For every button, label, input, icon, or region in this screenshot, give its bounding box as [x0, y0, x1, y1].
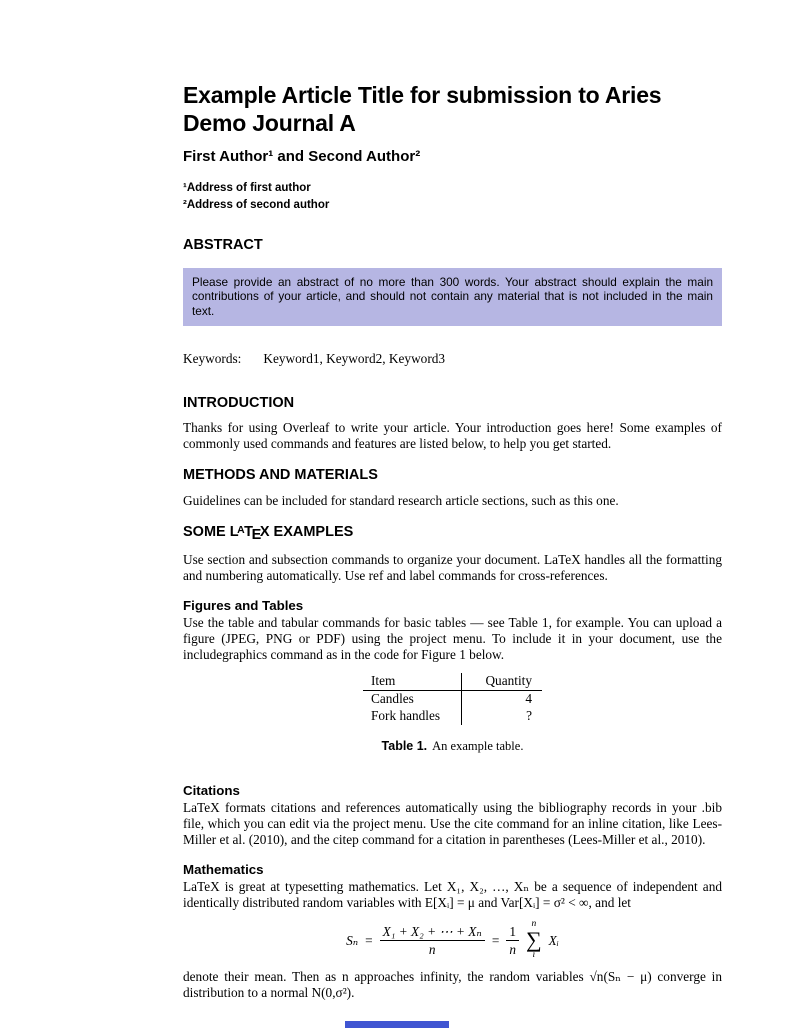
mathematics-heading: Mathematics: [183, 862, 264, 878]
table-header-quantity: Quantity: [462, 673, 543, 691]
methods-heading: METHODS AND MATERIALS: [183, 467, 378, 484]
next-page-figure-strip: [345, 1021, 449, 1028]
latex-examples-heading: [183, 524, 722, 545]
sigma-icon: ∑: [525, 927, 542, 953]
equation-lhs: Sₙ: [346, 932, 359, 948]
table-row: [363, 691, 542, 709]
table-caption: [183, 739, 722, 754]
mathematics-paragraph: LaTeX is great at typesetting mathematics. Let X₁, X₂, …, Xₙ be a sequence of independent and identically distributed random variables with E[Xᵢ] = μ and Var[Xᵢ] = σ² < ∞, and let: [183, 879, 722, 911]
abstract-text: Please provide an abstract of no more than 300 words. Your abstract should explain the main contributions of your article, and should not contain any material that is not included in the main text.: [192, 274, 713, 318]
article-title: Example Article Title for submission to Aries Demo Journal A: [183, 82, 662, 137]
methods-paragraph: Guidelines can be included for standard research article sections, such as this one.: [183, 492, 619, 508]
summation-upper-limit: n: [531, 919, 537, 930]
keywords-label: Keywords:: [183, 351, 242, 366]
equation-fraction-2: [506, 924, 519, 958]
display-equation: [183, 920, 722, 961]
table-caption-label: Table 1.: [381, 739, 428, 754]
latex-logo-letter-t: T: [244, 523, 254, 540]
equation-fraction-1: [380, 924, 485, 958]
affiliations: [183, 180, 722, 213]
article-content: [183, 0, 722, 1001]
summation-lower-limit: i: [532, 950, 536, 961]
citations-paragraph: LaTeX formats citations and references automatically using the bibliography records in your .bib file, which you can edit via the project menu. Use the cite command for an inline citation, like Lees-Miller et al. (2010), and the citep command for a citation in parentheses (Lees-Miller et al., 2010).: [183, 800, 722, 848]
author-line: First Author¹ and Second Author²: [183, 148, 421, 166]
fraction-denominator: n: [509, 942, 516, 958]
affiliation-1: ¹Address of first author: [183, 182, 311, 195]
affiliation-2: ²Address of second author: [183, 198, 330, 211]
keywords-line: [183, 351, 722, 367]
fraction-numerator: X₁ + X₂ + ⋯ + Xₙ: [380, 924, 485, 941]
latex-heading-post: EXAMPLES: [269, 523, 354, 540]
latex-examples-paragraph: Use section and subsection commands to organize your document. LaTeX handles all the formatting and numbering automatically. Use ref and label commands for cross-references.: [183, 552, 722, 584]
equation-equals-sign: =: [491, 932, 500, 948]
table-header-item: Item: [363, 673, 462, 691]
equation-term: Xᵢ: [548, 932, 559, 948]
abstract-box: [183, 268, 722, 326]
latex-heading-pre: SOME L: [183, 523, 239, 540]
example-table: [363, 673, 542, 725]
table-header-row: [363, 673, 542, 691]
table-cell-item: Fork handles: [363, 708, 462, 725]
figures-tables-paragraph: Use the table and tabular commands for basic tables — see Table 1, for example. You can upload a figure (JPEG, PNG or PDF) using the project menu. To include it in your document, use the includegraphics command as in the code for Figure 1 below.: [183, 615, 722, 663]
equation-equals-sign: =: [365, 932, 373, 948]
table-cell-quantity: ?: [526, 708, 532, 724]
fraction-numerator: 1: [506, 924, 519, 941]
figures-tables-heading: Figures and Tables: [183, 598, 304, 614]
summation-operator: [526, 920, 542, 961]
abstract-heading: ABSTRACT: [183, 237, 263, 254]
keywords-value: Keyword1, Keyword2, Keyword3: [263, 351, 446, 366]
table-cell-item: Candles: [363, 691, 462, 709]
table-cell-quantity: 4: [525, 691, 532, 707]
fraction-denominator: n: [428, 942, 436, 958]
table-row: [363, 708, 542, 725]
introduction-paragraph: Thanks for using Overleaf to write your article. Your introduction goes here! Some examples of commonly used commands and features are listed below, to help you get started.: [183, 420, 722, 452]
introduction-heading: INTRODUCTION: [183, 395, 295, 411]
mathematics-outro-paragraph: denote their mean. Then as n approaches infinity, the random variables √n(Sₙ − μ) converge in distribution to a normal N(0,σ²).: [183, 969, 722, 1001]
latex-logo-letter-e: E: [251, 526, 262, 543]
latex-logo-letter-x: X: [259, 523, 270, 540]
citations-heading: Citations: [183, 783, 240, 799]
latex-logo-letter-a: A: [237, 525, 245, 537]
table-caption-text: An example table.: [432, 739, 524, 754]
